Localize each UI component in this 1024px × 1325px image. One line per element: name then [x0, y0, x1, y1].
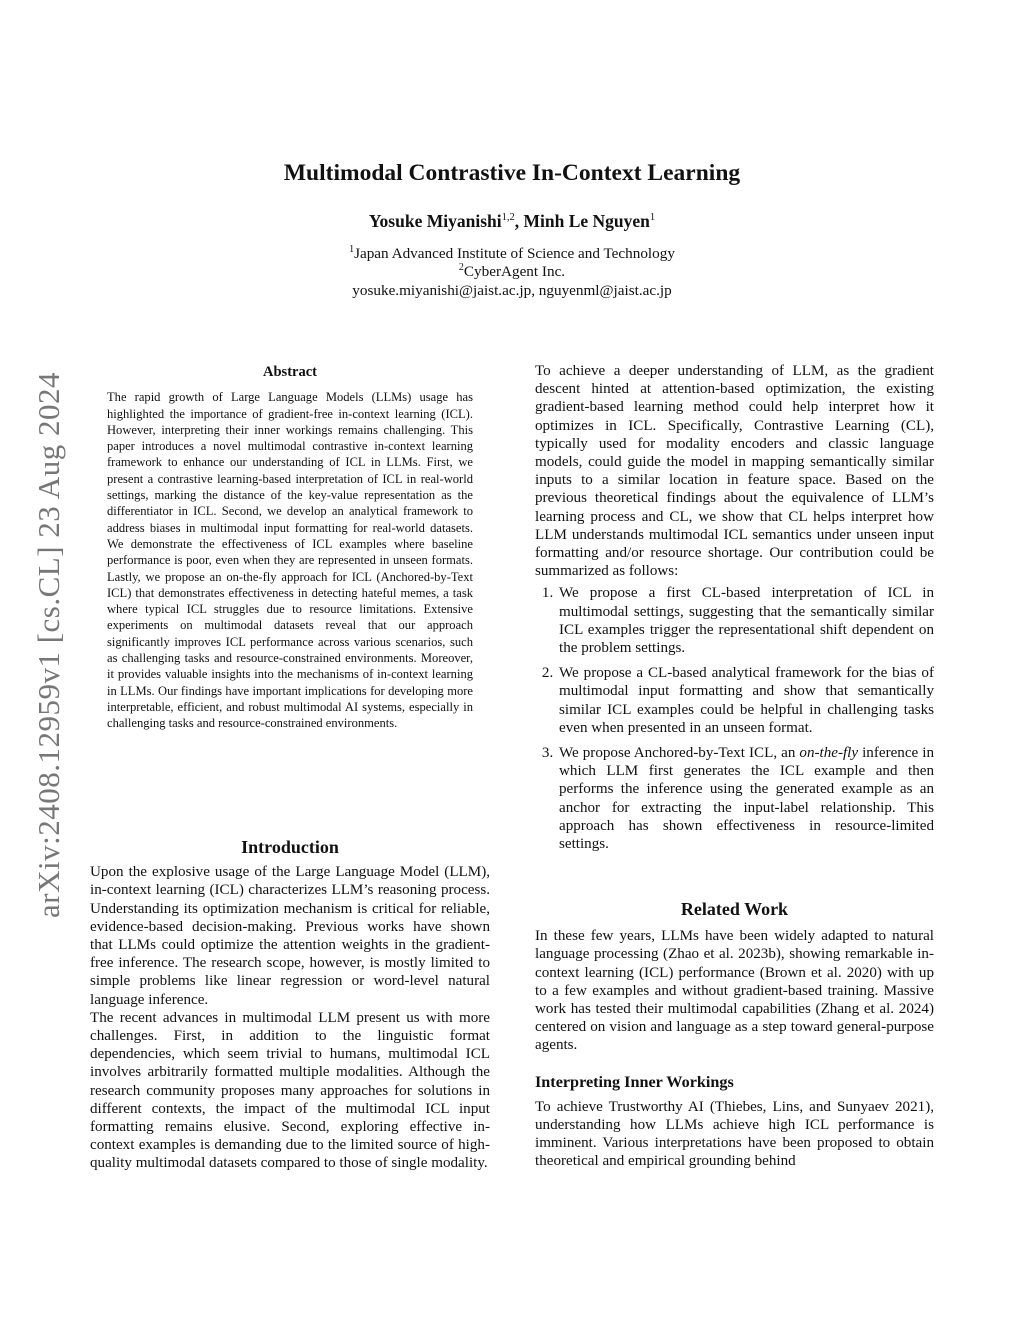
arxiv-identifier: arXiv:2408.12959v1 [cs.CL] 23 Aug 2024 [31, 372, 66, 918]
related-work-section [535, 900, 934, 1171]
contribution-item: 2. We propose a CL-based analytical framework for the bias of multimodal input formatting and show that semantically similar ICL examples could be helpful in challenging tasks even when presented in an unseen format. [557, 664, 934, 737]
contribution-item: 1. We propose a first CL-based interpretation of ICL in multimodal settings, suggesting that the semantically similar ICL examples trigger the representational shift dependent on the problem settings. [557, 584, 934, 657]
abstract [107, 364, 473, 732]
emphasis: on-the-fly [799, 745, 859, 762]
affiliation-text: Japan Advanced Institute of Science and Technology [354, 245, 675, 263]
abstract-heading: Abstract [263, 364, 317, 380]
contribution-item: 3. We propose Anchored-by-Text ICL, an on-the-fly inference in which LLM first generates the ICL example and then performs the inference using the generated example as an anchor for extracting the input-label relationship. This approach has shown effectiveness in resource-limited settings. [557, 744, 934, 853]
introduction-section [90, 838, 490, 1173]
abstract-text: The rapid growth of Large Language Models (LLMs) usage has highlighted the importance of gradient-free in-context learning (ICL). However, interpreting their inner workings remains challenging. This paper introduces a novel multimodal contrastive in-context learning framework to enhance our understanding of ICL in LLMs. First, we present a contrastive learning-based interpretation of ICL in real-world settings, marking the distance of the key-value representation as the differentiator in ICL. Second, we develop an analytical framework to address biases in multimodal input formatting for real-world datasets. We demonstrate the effectiveness of ICL examples where baseline performance is poor, even when they are represented in unseen formats. Lastly, we propose an on-the-fly approach for ICL (Anchored-by-Text ICL) that demonstrates effectiveness in detecting hateful memes, a task where typical ICL struggles due to resource limitations. Extensive experiments on multimodal datasets reveal that our approach significantly improves ICL performance across various scenarios, such as challenging tasks and resource-constrained environments. Moreover, it provides valuable insights into the mechanisms of in-context learning in LLMs. Our findings have important implications for developing more interpretable, efficient, and robust multimodal AI systems, especially in challenging tasks and resource-constrained environments. [107, 390, 473, 731]
author-name: Yosuke Miyanishi [368, 211, 502, 231]
introduction-continued [535, 362, 934, 860]
affiliation [0, 244, 1024, 263]
interpreting-inner-workings-heading: Interpreting Inner Workings [535, 1072, 734, 1091]
affiliation-text: CyberAgent Inc. [463, 263, 566, 281]
affiliation-marker: 2 [458, 262, 464, 273]
interpreting-inner-workings-paragraph: To achieve Trustworthy AI (Thiebes, Lins, and Sunyaev 2021), understanding how LLMs achieve high ICL performance is imminent. Various interpretations have been proposed to obtain theoretical and empirical grounding behind [535, 1098, 934, 1170]
introduction-paragraph: To achieve a deeper understanding of LLM, as the gradient descent hinted at attention-based optimization, the existing gradient-based learning method could help interpret how it optimizes in ICL. Specifically, Contrastive Learning (CL), typically used for modality encoders and classic language models, could guide the model in mapping semantically similar inputs to a similar location in feature space. Based on the previous theoretical findings about the equivalence of LLM’s learning process and CL, we show that CL helps interpret how LLM understands multimodal ICL semantics under unseen input formatting and/or resource shortage. Our contribution could be summarized as follows: [535, 363, 934, 580]
author-name: Minh Le Nguyen [523, 211, 650, 231]
introduction-paragraph: Upon the explosive usage of the Large Language Model (LLM), in-context learning (ICL) characterizes LLM’s reasoning process. Understanding its optimization mechanism is critical for reliable, evidence-based decision-making. Previous works have shown that LLMs could optimize the attention weights in the gradient-free inference. The research scope, however, is mostly limited to simple problems like linear regression or word-level natural language inference. [90, 864, 490, 1008]
author-affil-marker: 1,2 [501, 212, 515, 224]
author-affil-marker: 1 [649, 212, 656, 224]
introduction-heading: Introduction [241, 837, 339, 857]
related-work-heading: Related Work [680, 899, 789, 919]
arxiv-sidebar [26, 350, 72, 940]
paper-title: Multimodal Contrastive In-Context Learning [283, 160, 741, 186]
affiliation-marker: 1 [349, 244, 355, 255]
affiliation [0, 262, 1024, 281]
author-separator: , [514, 211, 524, 231]
introduction-paragraph: The recent advances in multimodal LLM present us with more challenges. First, in addition to the linguistic format dependencies, which seem trivial to humans, multimodal ICL involves arbitrarily formatted multiple modalities. Although the research community proposes many approaches for solutions in different contexts, the impact of the multimodal ICL input formatting remains elusive. Second, exploring effective in-context examples is demanding due to the limited source of high-quality multimodal datasets compared to those of single modality. [90, 1009, 490, 1172]
related-work-paragraph: In these few years, LLMs have been widely adapted to natural language processing (Zhao et al. 2023b), showing remarkable in-context learning (ICL) performance (Brown et al. 2020) with up to a few examples and without gradient-based training. Massive work has tested their multimodal capabilities (Zhang et al. 2024) centered on vision and language as a step toward general-purpose agents. [535, 928, 934, 1054]
author-list [0, 211, 1024, 232]
author-emails: yosuke.miyanishi@jaist.ac.jp, nguyenml@jaist.ac.jp [352, 282, 672, 299]
contribution-list [535, 584, 934, 853]
